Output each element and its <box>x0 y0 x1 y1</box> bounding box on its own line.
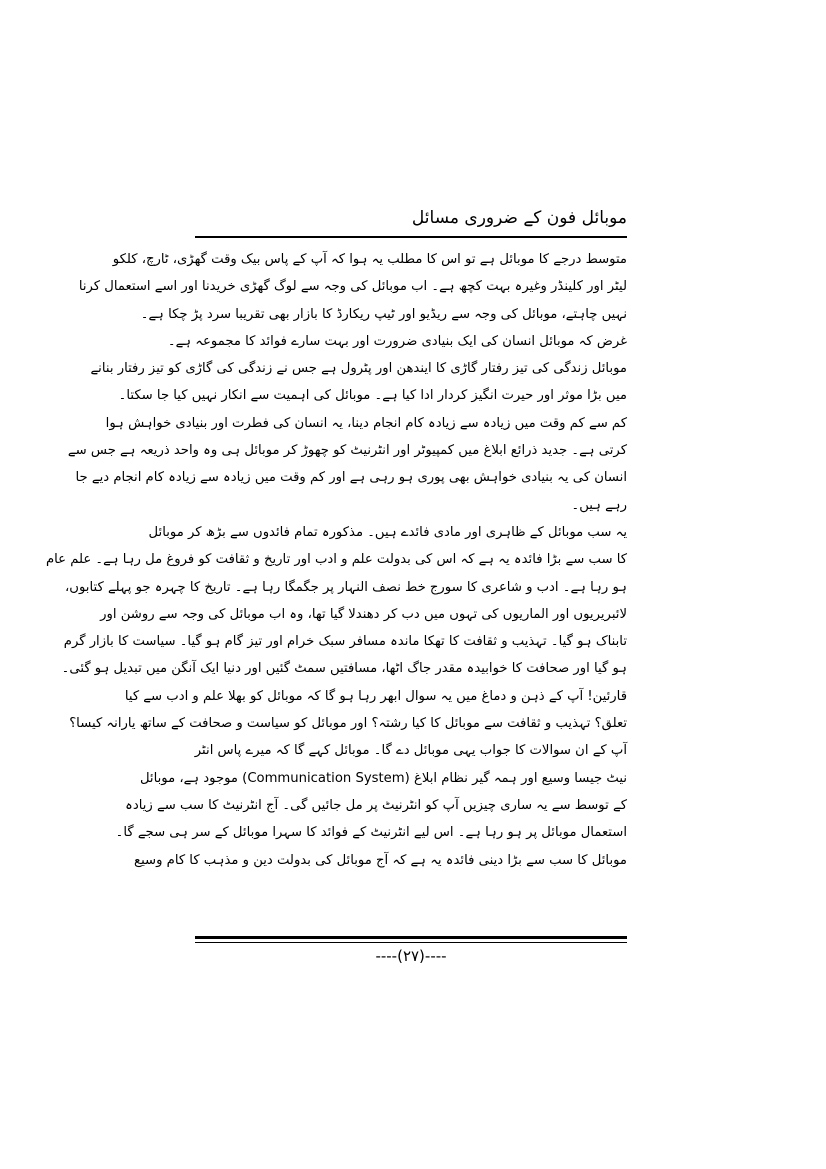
text-line: موبائل کا سب سے بڑا دینی فائدہ یہ ہے کہ آج موبائل کی بدولت دین و مذہب کا کام وسیع <box>134 852 627 868</box>
footer-rule <box>195 936 627 943</box>
text-line: رہے ہیں۔ <box>571 497 627 513</box>
body-text <box>45 246 627 874</box>
text-line: موبائل زندگی کی تیز رفتار گاڑی کا ایندھن اور پٹرول ہے جس نے زندگی کی گاڑی کو تیز رفتار بنانے <box>90 361 627 377</box>
text-line: نیٹ جیسا وسیع اور ہمہ گیر نظام ابلاغ (Communication System) موجود ہے، موبائل <box>139 770 627 786</box>
text-line: تعلق؟ تہذیب و ثقافت سے موبائل کا کیا رشتہ؟ اور موبائل کو سیاست و صحافت کے ساتھ یارانہ کیسا؟ <box>69 716 627 732</box>
text-line: نہیں چاہتے، موبائل کی وجہ سے ریڈیو اور ٹیپ ریکارڈ کا بازار بھی تقریبا سرد پڑ چکا ہے۔ <box>140 306 627 322</box>
text-line: کم سے کم وقت میں زیادہ سے زیادہ کام انجام دینا، یہ انسان کی فطرت اور بنیادی خواہش ہوا <box>105 415 627 431</box>
text-line: کرتی ہے۔ جدید ذرائع ابلاغ میں کمپیوٹر اور انٹرنیٹ کو چھوڑ کر موبائل ہی وہ واحد ذریعہ ہے جس سے <box>67 443 627 459</box>
text-line: یہ سب موبائل کے ظاہری اور مادی فائدے ہیں۔ مذکورہ تمام فائدوں سے بڑھ کر موبائل <box>148 524 627 540</box>
running-header: موبائل فون کے ضروری مسائل <box>411 208 627 228</box>
footer-rule-thin <box>195 942 627 943</box>
text-line: لیٹر اور کلینڈر وغیرہ بہت کچھ ہے۔ اب موبائل کی وجہ سے لوگ گھڑی خریدنا اور اسے استعمال کرنا <box>78 279 627 295</box>
text-line: غرض کہ موبائل انسان کی ایک بنیادی ضرورت اور بہت سارے فوائد کا مجموعہ ہے۔ <box>167 333 627 349</box>
text-line: آپ کے ان سوالات کا جواب یہی موبائل دے گا۔ موبائل کہے گا کہ میرے پاس انٹر <box>194 743 627 759</box>
text-line: کے توسط سے یہ ساری چیزیں آپ کو انٹرنیٹ پر مل جائیں گی۔ آج انٹرنیٹ کا سب سے زیادہ <box>125 797 627 813</box>
text-line: میں بڑا موثر اور حیرت انگیز کردار ادا کیا ہے۔ موبائل کی اہمیت سے انکار نہیں کیا جا سکتا۔ <box>118 388 627 404</box>
page-number: ----(۲۷)---- <box>375 947 447 965</box>
text-line: انسان کی یہ بنیادی خواہش بھی پوری ہو رہی ہے اور کم وقت میں زیادہ سے زیادہ کام انجام دیے جا <box>75 470 627 486</box>
text-line: تابناک ہو گیا۔ تہذیب و ثقافت کا تھکا ماندہ مسافر سبک خرام اور تیز گام ہو گیا۔ سیاست کا بازار گرم <box>63 634 627 650</box>
text-line: ہو گیا اور صحافت کا خوابیدہ مقدر جاگ اٹھا، مسافتیں سمٹ گئیں اور دنیا ایک آنگن میں تبدیل ہو گئی۔ <box>61 661 627 677</box>
text-line: متوسط درجے کا موبائل ہے تو اس کا مطلب یہ ہوا کہ آپ کے پاس بیک وقت گھڑی، ٹارچ، کلکو <box>112 252 627 267</box>
header-rule <box>195 236 627 238</box>
footer-rule-thick <box>195 936 627 939</box>
text-line: قارئین! آپ کے ذہن و دماغ میں یہ سوال ابھر رہا ہو گا کہ موبائل کو بھلا علم و ادب سے کیا <box>124 688 627 704</box>
text-line: لائبریریوں اور الماریوں کی تہوں میں دب کر دھندلا گیا تھا، وہ اب موبائل کی وجہ سے روشن اور <box>100 606 627 622</box>
text-line: استعمال موبائل پر ہو رہا ہے۔ اس لیے انٹرنیٹ کے فوائد کا سہرا موبائل کے سر ہی سجے گا۔ <box>115 825 627 841</box>
text-line: ہو رہا ہے۔ ادب و شاعری کا سورج خط نصف النہار پر جگمگا رہا ہے۔ تاریخ کا چہرہ جو پہلے کتابوں، <box>65 579 627 595</box>
text-line: کا سب سے بڑا فائدہ یہ ہے کہ اس کی بدولت علم و ادب اور تاریخ و ثقافت کو فروغ مل رہا ہے۔ علم عام <box>45 552 627 568</box>
